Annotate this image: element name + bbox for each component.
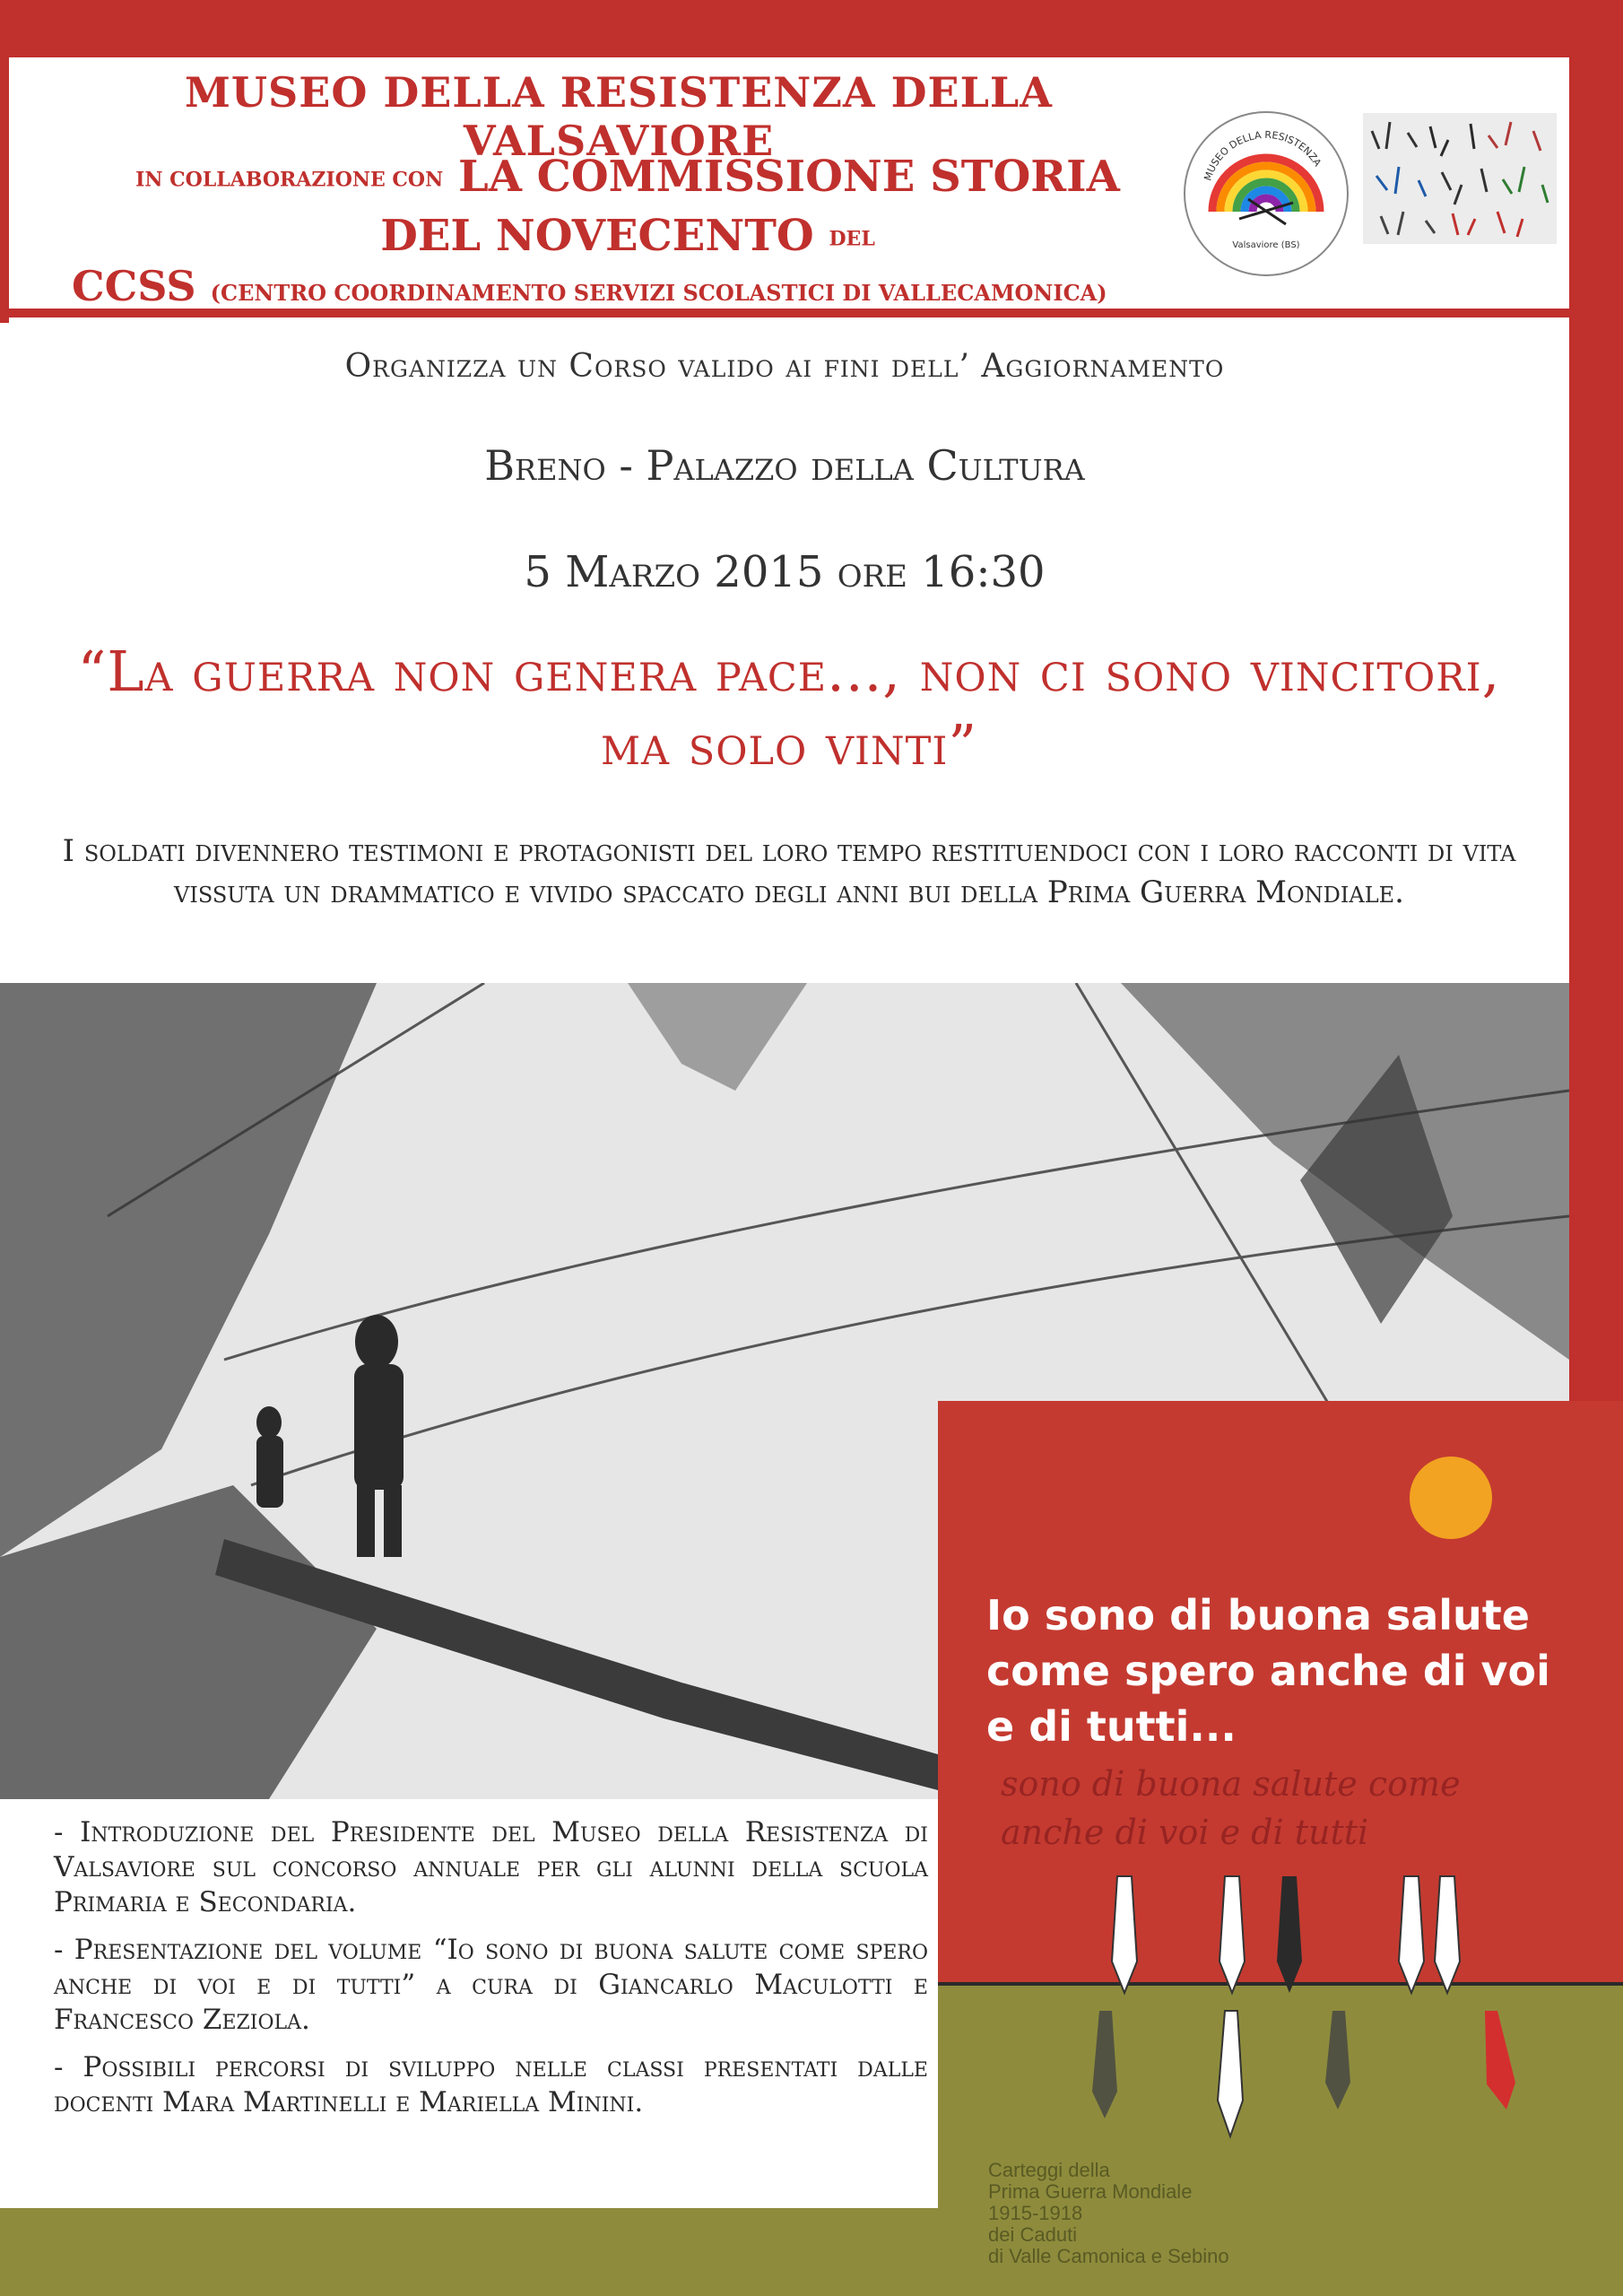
program-item: - Possibili percorsi di sviluppo nelle classi presentati dalle docenti Mara Martinelli e Mariella Minini. [54, 2051, 928, 2118]
top-red-border [0, 0, 1623, 57]
event-date: 5 Marzo 2015 ore 16:30 [524, 547, 1046, 597]
book-handwriting-line: sono di buona salute come [1001, 1764, 1461, 1804]
artwork-thumbnail [1363, 113, 1557, 244]
ccss-line [72, 262, 1202, 310]
collaboration-prefix: IN COLLABORAZIONE CON [135, 168, 444, 192]
book-title [986, 1587, 1605, 1754]
left-red-border [0, 0, 9, 323]
book-title-line: come spero anche di voi [986, 1647, 1550, 1695]
pen-nib-icon [1092, 1876, 1515, 2136]
program-item: - Presentazione del volume “Io sono di buona salute come spero anche di voi e di tutti” a cura di Giancarlo Maculotti e Francesco Zeziola. [54, 1934, 928, 2036]
book-title-line: e di tutti... [986, 1702, 1237, 1751]
program-item: - Introduzione del Presidente del Museo della Resistenza di Valsaviore sul concorso annuale per gli alunni della scuola Primaria e Secondaria. [54, 1816, 928, 1918]
right-red-border [1569, 0, 1623, 1417]
book-handwriting [1001, 1760, 1619, 1857]
sun-icon [1410, 1457, 1492, 1539]
ccss-full-name: (CENTRO COORDINAMENTO SERVIZI SCOLASTICI DI VALLECAMONICA) [210, 280, 1107, 306]
museum-name: MUSEO DELLA RESISTENZA DELLA VALSAVIORE [185, 68, 1053, 165]
program-list [54, 1815, 928, 2133]
book-subtitle [988, 2160, 1347, 2267]
collaboration-suffix: DEL [829, 227, 875, 250]
logo-top-text: MUSEO DELLA RESISTENZA [1202, 128, 1324, 183]
book-subtitle-line: dei Caduti [988, 2223, 1078, 2246]
book-subtitle-line: di Valle Camonica e Sebino [988, 2245, 1229, 2267]
event-location: Breno - Palazzo della Cultura [484, 441, 1085, 490]
book-handwriting-line: anche di voi e di tutti [1001, 1813, 1369, 1852]
logo-bottom-text: Valsaviore (BS) [1232, 240, 1300, 250]
event-description: I soldati divennero testimoni e protagonisti del loro tempo restituendoci con i loro racconti di vita vissuta un drammatico e vivido spaccato degli anni bui della Prima Guerra Mondiale. [62, 833, 1516, 910]
museum-logo [1184, 111, 1349, 276]
book-cover [938, 1401, 1623, 2296]
event-title: “La guerra non genera pace..., non ci sono vincitori, ma solo vinti” [77, 639, 1501, 778]
book-subtitle-line: Carteggi della [988, 2159, 1110, 2181]
collaboration-line [117, 149, 1139, 266]
ccss-acronym: CCSS [72, 262, 196, 310]
book-subtitle-line: Prima Guerra Mondiale [988, 2180, 1193, 2203]
rainbow-logo-icon [1185, 113, 1347, 274]
commission-name: LA COMMISSIONE STORIA DEL NOVECENTO [380, 152, 1120, 261]
organizer-line: Organizza un Corso valido ai fini dell’ Aggiornamento [344, 348, 1225, 385]
book-title-line: Io sono di buona salute [986, 1591, 1530, 1639]
book-subtitle-line: 1915-1918 [988, 2202, 1083, 2224]
